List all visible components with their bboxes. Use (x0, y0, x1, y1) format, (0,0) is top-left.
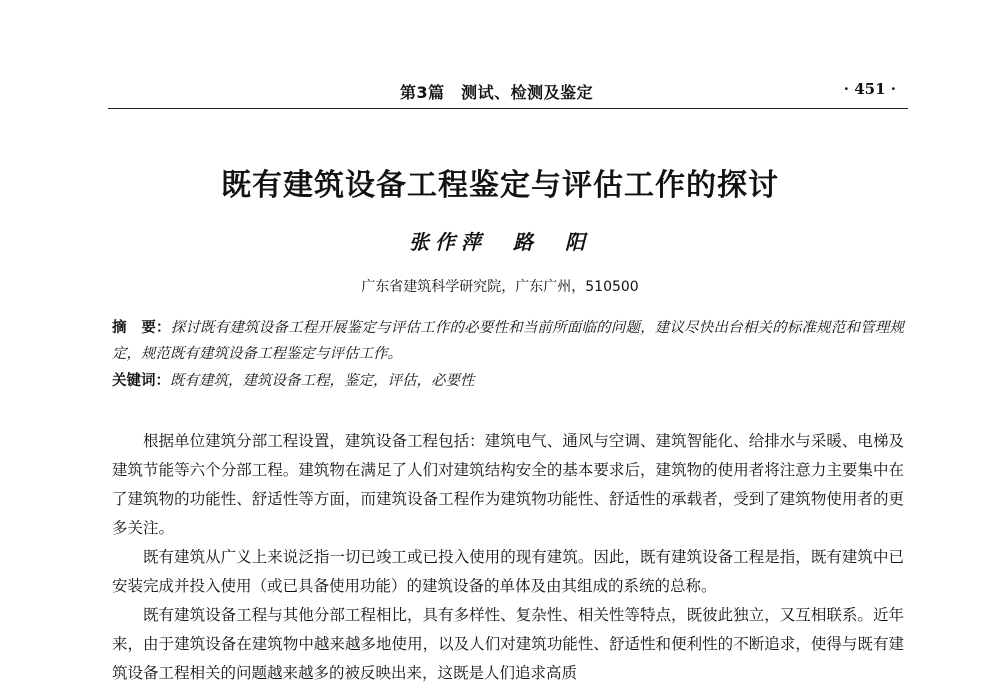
keywords-label: 关键词： (112, 373, 170, 389)
body-paragraph-1: 根据单位建筑分部工程设置，建筑设备工程包括：建筑电气、通风与空调、建筑智能化、给排水与采暖、电梯及建筑节能等六个分部工程。建筑物在满足了人们对建筑结构安全的基本要求后，建筑物的使用者将注意力主要集中在了建筑物的功能性、舒适性等方面，而建筑设备工程作为建筑物功能性、舒适性的承载者，受到了建筑物使用者的更多关注。 (112, 432, 904, 537)
chapter-title: 第3篇 测试、检测及鉴定 (400, 83, 594, 102)
article-title: 既有建筑设备工程鉴定与评估工作的探讨 (221, 168, 779, 203)
author-affiliation: 广东省建筑科学研究院，广东广州，510500 (361, 279, 639, 295)
abstract-text: 探讨既有建筑设备工程开展鉴定与评估工作的必要性和当前所面临的问题，建议尽快出台相关的标准规范和管理规定，规范既有建筑设备工程鉴定与评估工作。 (112, 320, 905, 362)
abstract-label: 摘 要： (112, 320, 171, 336)
running-header (108, 78, 908, 109)
abstract (112, 315, 904, 367)
body-paragraph-2: 既有建筑从广义上来说泛指一切已竣工或已投入使用的现有建筑。因此，既有建筑设备工程是指，既有建筑中已安装完成并投入使用（或已具备使用功能）的建筑设备的单体及由其组成的系统的总称。 (112, 548, 904, 595)
keywords-text: 既有建筑，建筑设备工程，鉴定，评估，必要性 (170, 373, 475, 389)
page-number: · 451 · (843, 80, 896, 98)
article-body (112, 427, 904, 688)
body-paragraph-3: 既有建筑设备工程与其他分部工程相比，具有多样性、复杂性、相关性等特点，既彼此独立，又互相联系。近年来，由于建筑设备在建筑物中越来越多地使用，以及人们对建筑功能性、舒适性和便利性的不断追求，使得与既有建筑设备工程相关的问题越来越多的被反映出来，这既是人们追求高质 (112, 606, 904, 682)
article-authors: 张作萍 路 阳 (409, 230, 591, 254)
keywords (112, 368, 904, 394)
